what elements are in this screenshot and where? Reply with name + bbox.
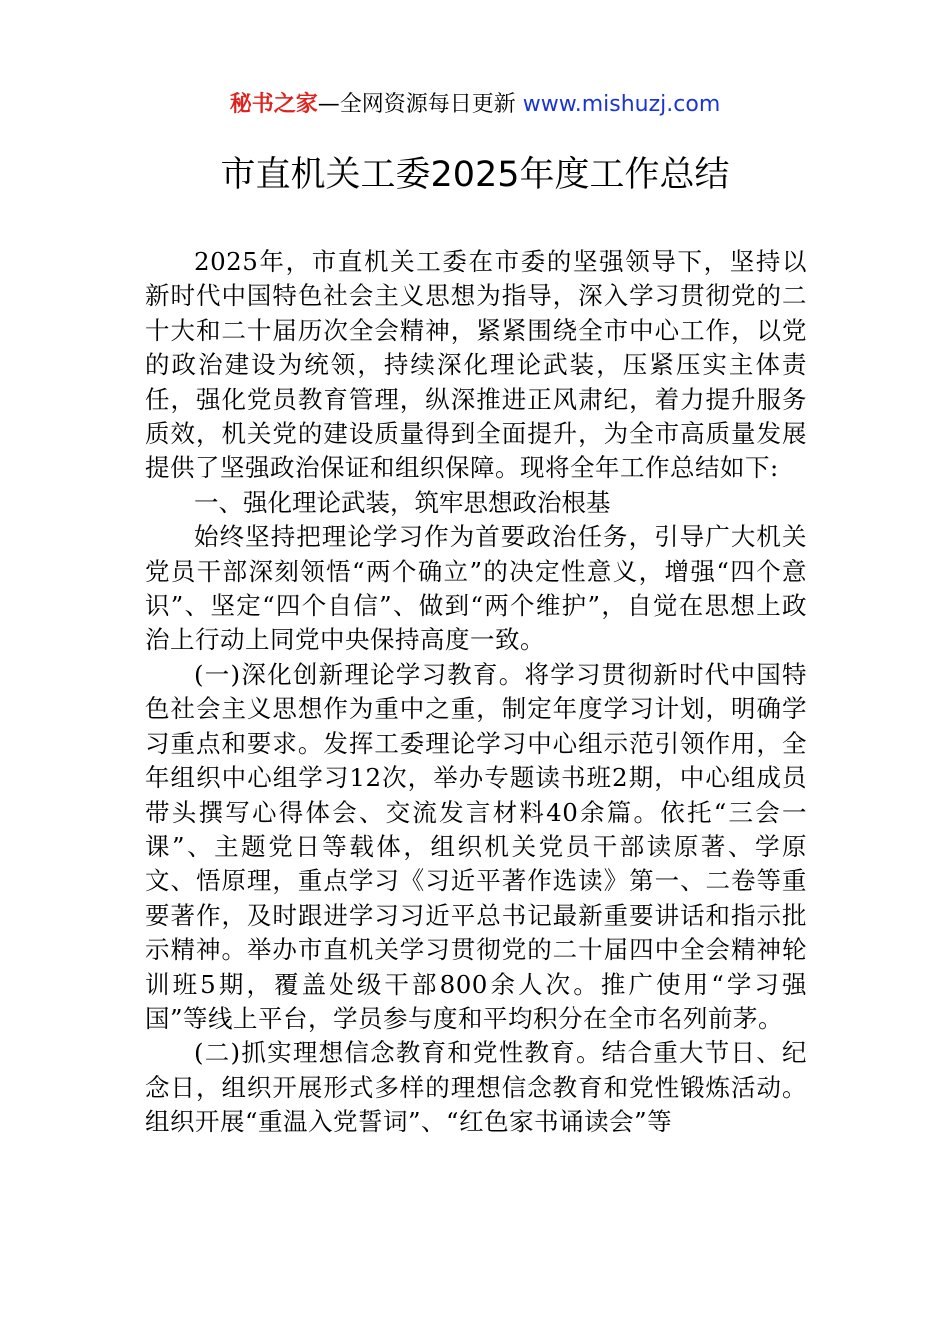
document-title: 市直机关工委2025年度工作总结 [220, 155, 730, 195]
document-body [145, 245, 807, 1140]
brand-name: 秘书之家 [229, 92, 318, 117]
subsection-1-paragraph: (一)深化创新理论学习教育。将学习贯彻新时代中国特色社会主义思想作为重中之重，制定年度学习计划，明确学习重点和要求。发挥工委理论学习中心组示范引领作用，全年组织中心组学习12次，举办专题读书班2期，中心组成员带头撰写心得体会、交流发言材料40余篇。依托“三会一课”、主题党日等载体，组织机关党员干部读原著、学原文、悟原理，重点学习《习近平著作选读》第一、二卷等重要著作，及时跟进学习习近平总书记最新重要讲话和指示批示精神。举办市直机关学习贯彻党的二十届四中全会精神轮训班5期，覆盖处级干部800余人次。推广使用“学习强国”等线上平台，学员参与度和平均积分在全市名列前茅。 [145, 659, 807, 1033]
intro-paragraph: 2025年，市直机关工委在市委的坚强领导下，坚持以新时代中国特色社会主义思想为指导，深入学习贯彻党的二十大和二十届历次全会精神，紧紧围绕全市中心工作，以党的政治建设为统领，持续深化理论武装，压紧压实主体责任，强化党员教育管理，纵深推进正风肃纪，着力提升服务质效，机关党的建设质量得到全面提升，为全市高质量发展提供了坚强政治保证和组织保障。现将全年工作总结如下: [145, 247, 807, 483]
site-header [0, 88, 950, 122]
section-1-paragraph: 始终坚持把理论学习作为首要政治任务，引导广大机关党员干部深刻领悟“两个确立”的决定性意义，增强“四个意识”、坚定“四个自信”、做到“两个维护”，自觉在思想上政治上行动上同党中央保持高度一致。 [145, 522, 807, 655]
section-heading-1: 一、强化理论武装，筑牢思想政治根基 [194, 487, 611, 517]
subsection-2-paragraph: (二)抓实理想信念教育和党性教育。结合重大节日、纪念日，组织开展形式多样的理想信念教育和党性锻炼活动。组织开展“重温入党誓词”、“红色家书诵读会”等 [145, 1038, 807, 1137]
website-link[interactable]: www.mishuzj.com [522, 92, 721, 117]
header-tagline: —全网资源每日更新 [317, 92, 523, 117]
